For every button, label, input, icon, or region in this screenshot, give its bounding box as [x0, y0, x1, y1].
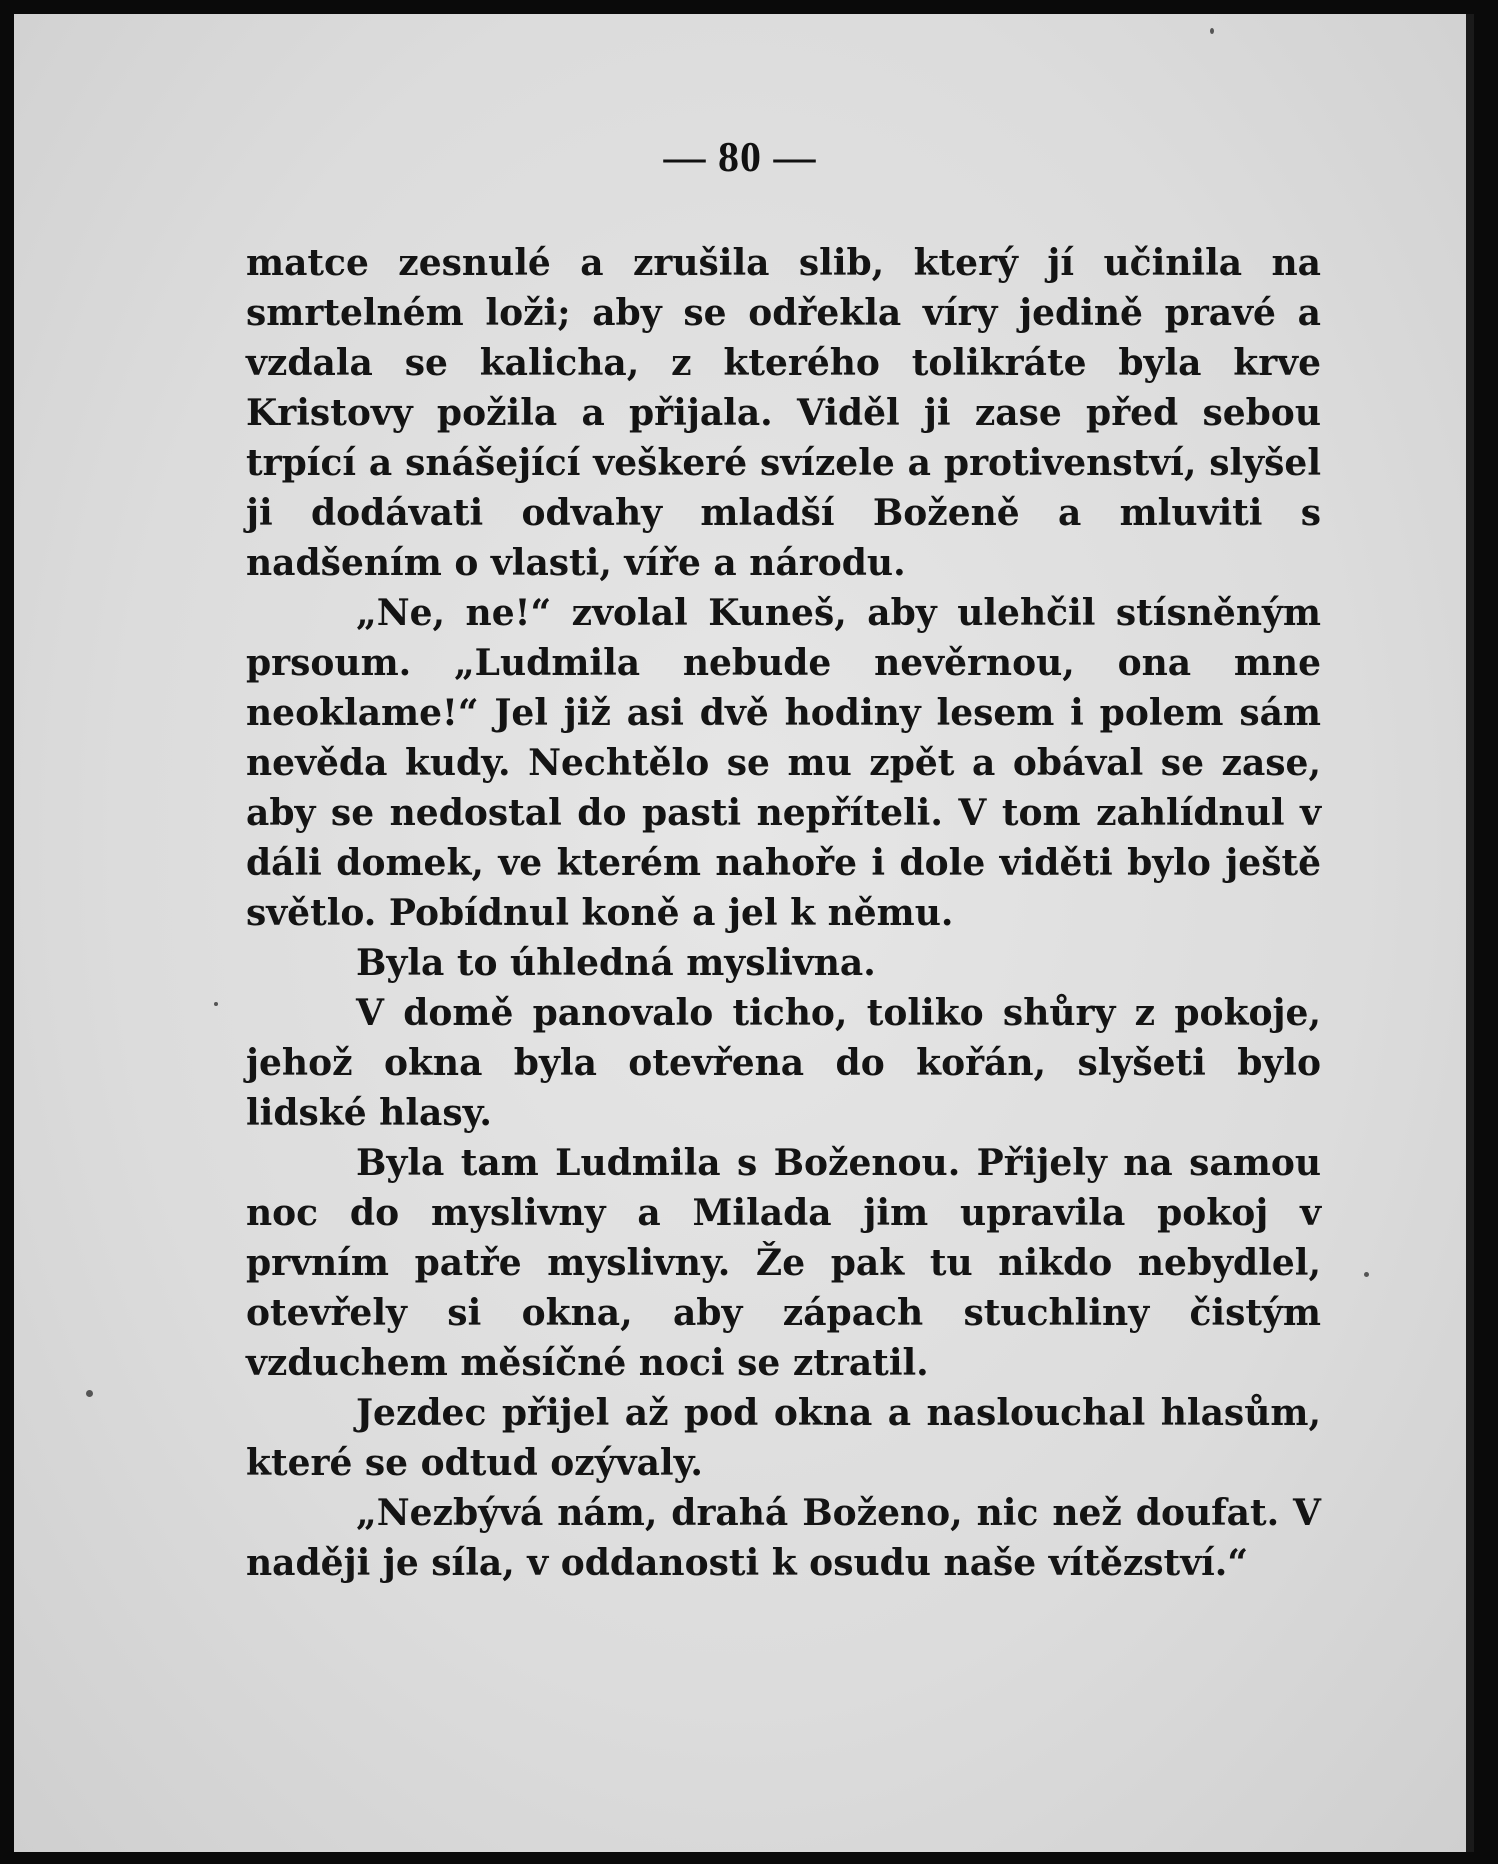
body-text: [246, 238, 1321, 1588]
paragraph-4: V domě panovalo ticho, toliko shůry z pokoje, jehož okna byla otevřena do kořán, slyšeti bylo lidské hlasy.: [246, 992, 1321, 1134]
paragraph-5: Byla tam Ludmila s Boženou. Přijely na samou noc do myslivny a Milada jim upravila pokoj v prvním patře myslivny. Že pak tu nikdo nebydlel, otevřely si okna, aby zápach stuchliny čistým vzduchem měsíčné noci se ztratil.: [246, 1142, 1321, 1384]
book-page: [14, 14, 1474, 1852]
paragraph-1: matce zesnulé a zrušila slib, který jí učinila na smrtelném loži; aby se odřekla víry jedině pravé a vzdala se kalicha, z kterého tolikráte byla krve Kristovy požila a přijala. Viděl ji zase před sebou trpící a snášející veškeré svízele a protivenství, slyšel ji dodávati odvahy mladší Boženě a mluviti s nadšením o vlasti, víře a národu.: [246, 242, 1321, 584]
paragraph-2: „Ne, ne!“ zvolal Kuneš, aby ulehčil stísněným prsoum. „Ludmila nebude nevěrnou, ona mne neoklame!“ Jel již asi dvě hodiny lesem i polem sám nevěda kudy. Nechtělo se mu zpět a obával se zase, aby se nedostal do pasti nepříteli. V tom zahlídnul v dáli domek, ve kterém nahoře i dole viděti bylo ještě světlo. Pobídnul koně a jel k němu.: [246, 592, 1321, 934]
paragraph-3: Byla to úhledná myslivna.: [356, 942, 876, 984]
scan-speck: [1210, 28, 1214, 34]
paragraph-7: „Nezbývá nám, drahá Boženo, nic než doufat. V naději je síla, v oddanosti k osudu naše vítězství.“: [246, 1492, 1321, 1584]
paragraph-6: Jezdec přijel až pod okna a naslouchal hlasům, které se odtud ozývaly.: [246, 1392, 1321, 1484]
page-number: — 80 —: [663, 135, 817, 181]
scan-speck: [214, 1002, 218, 1006]
scan-speck: [1364, 1272, 1369, 1277]
scan-speck: [86, 1390, 93, 1397]
